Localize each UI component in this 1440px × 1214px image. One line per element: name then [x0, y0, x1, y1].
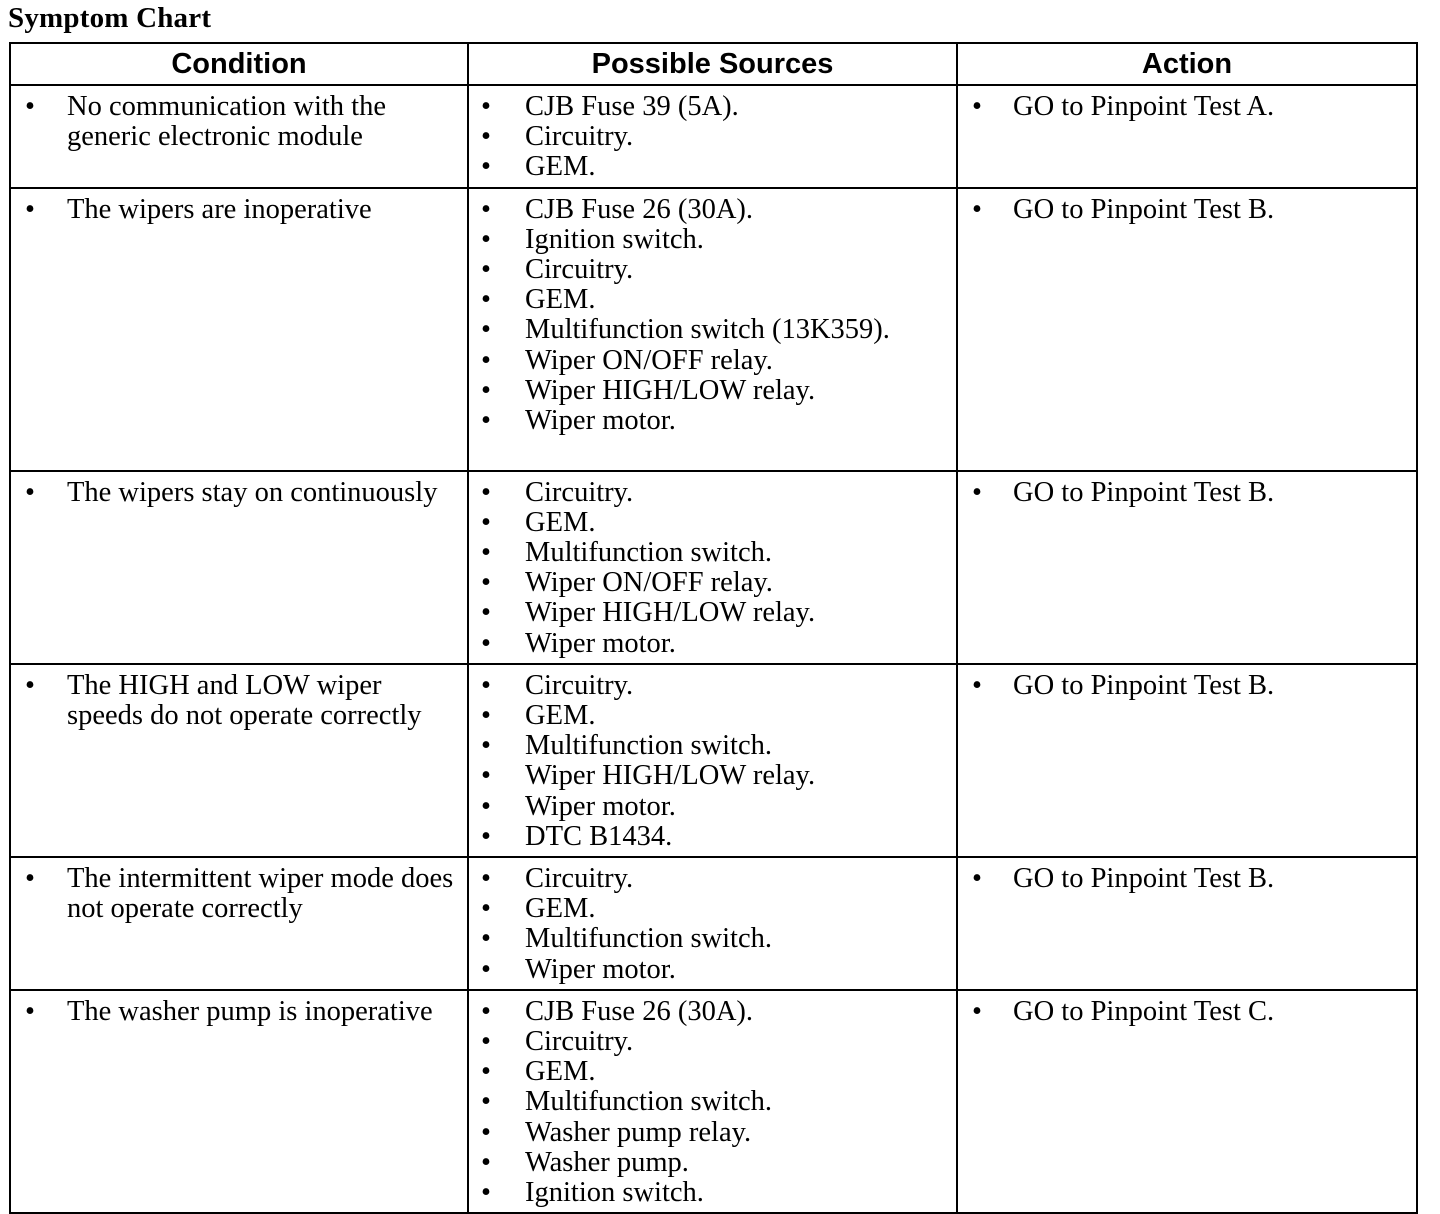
source-item: • CJB Fuse 39 (5A).: [469, 92, 952, 122]
action-cell: [957, 471, 1417, 664]
sources-cell: [468, 990, 957, 1213]
source-item: • Circuitry.: [469, 122, 952, 152]
source-item: • Wiper ON/OFF relay.: [469, 346, 952, 376]
source-item: • Circuitry.: [469, 864, 952, 894]
action-text: • GO to Pinpoint Test A.: [958, 92, 1412, 122]
source-item: • Washer pump.: [469, 1148, 952, 1178]
source-item: • CJB Fuse 26 (30A).: [469, 195, 952, 225]
condition-text: • No communication with the generic electronic module: [11, 92, 463, 152]
condition-cell: [10, 990, 468, 1213]
condition-cell: [10, 664, 468, 857]
source-item: • GEM.: [469, 285, 952, 315]
table-row: [10, 188, 1417, 471]
action-cell: [957, 857, 1417, 990]
action-cell: [957, 990, 1417, 1213]
action-text: • GO to Pinpoint Test B.: [958, 478, 1412, 508]
sources-cell: [468, 664, 957, 857]
sources-cell: [468, 188, 957, 471]
source-item: • Multifunction switch.: [469, 924, 952, 954]
header-action: Action: [957, 43, 1417, 85]
action-cell: [957, 664, 1417, 857]
action-text: • GO to Pinpoint Test C.: [958, 997, 1412, 1027]
source-item: • Multifunction switch.: [469, 731, 952, 761]
source-item: • GEM.: [469, 894, 952, 924]
source-item: • DTC B1434.: [469, 822, 952, 852]
condition-cell: [10, 188, 468, 471]
source-item: • Wiper HIGH/LOW relay.: [469, 761, 952, 791]
table-row: [10, 85, 1417, 188]
header-row: [10, 43, 1417, 85]
action-cell: [957, 85, 1417, 188]
source-item: • Wiper motor.: [469, 629, 952, 659]
source-item: • Ignition switch.: [469, 225, 952, 255]
action-text: • GO to Pinpoint Test B.: [958, 671, 1412, 701]
condition-text: • The washer pump is inoperative: [11, 997, 463, 1027]
action-text: • GO to Pinpoint Test B.: [958, 864, 1412, 894]
table-row: [10, 990, 1417, 1213]
source-item: • Circuitry.: [469, 1027, 952, 1057]
condition-cell: [10, 857, 468, 990]
header-condition: Condition: [10, 43, 468, 85]
source-item: • Multifunction switch.: [469, 1087, 952, 1117]
sources-cell: [468, 471, 957, 664]
page-title: Symptom Chart: [8, 2, 212, 34]
condition-cell: [10, 471, 468, 664]
source-item: • Wiper ON/OFF relay.: [469, 568, 952, 598]
table-row: [10, 471, 1417, 664]
condition-text: • The intermittent wiper mode does not operate correctly: [11, 864, 463, 924]
source-item: • Wiper HIGH/LOW relay.: [469, 376, 952, 406]
table-row: [10, 857, 1417, 990]
source-item: • Multifunction switch.: [469, 538, 952, 568]
source-item: • GEM.: [469, 701, 952, 731]
action-cell: [957, 188, 1417, 471]
condition-text: • The wipers are inoperative: [11, 195, 463, 225]
condition-text: • The HIGH and LOW wiper speeds do not operate correctly: [11, 671, 463, 731]
symptom-table: [9, 42, 1418, 1214]
sources-cell: [468, 857, 957, 990]
source-item: • Circuitry.: [469, 255, 952, 285]
source-item: • Washer pump relay.: [469, 1118, 952, 1148]
source-item: • Wiper HIGH/LOW relay.: [469, 598, 952, 628]
source-item: • Wiper motor.: [469, 792, 952, 822]
source-item: • GEM.: [469, 1057, 952, 1087]
source-item: • Multifunction switch (13K359).: [469, 315, 952, 345]
source-item: • GEM.: [469, 152, 952, 182]
condition-text: • The wipers stay on continuously: [11, 478, 463, 508]
condition-cell: [10, 85, 468, 188]
table-row: [10, 664, 1417, 857]
sources-cell: [468, 85, 957, 188]
source-item: • Ignition switch.: [469, 1178, 952, 1208]
source-item: • GEM.: [469, 508, 952, 538]
source-item: • Wiper motor.: [469, 406, 952, 436]
source-item: • CJB Fuse 26 (30A).: [469, 997, 952, 1027]
source-item: • Wiper motor.: [469, 955, 952, 985]
action-text: • GO to Pinpoint Test B.: [958, 195, 1412, 225]
source-item: • Circuitry.: [469, 478, 952, 508]
source-item: • Circuitry.: [469, 671, 952, 701]
header-possible-sources: Possible Sources: [468, 43, 957, 85]
